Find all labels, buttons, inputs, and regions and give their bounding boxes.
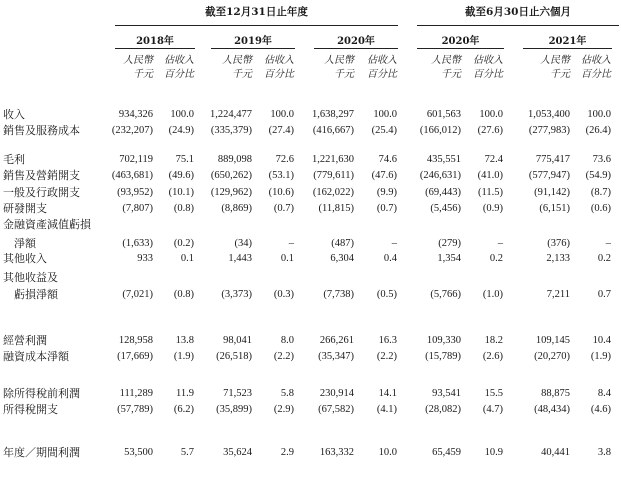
percent-cell: (2.9) bbox=[273, 404, 294, 415]
amount-cell: 128,958 bbox=[118, 335, 153, 346]
amount-cell: 889,098 bbox=[217, 154, 252, 165]
percent-cell: (2.6) bbox=[482, 351, 503, 362]
amount-cell: 7,211 bbox=[546, 289, 570, 300]
amount-cell: (5,766) bbox=[430, 289, 461, 300]
amount-cell: (335,379) bbox=[210, 125, 252, 136]
amount-cell: (246,631) bbox=[419, 170, 461, 181]
subheader-percent-of-revenue: 佔收入 百分比 bbox=[164, 55, 194, 80]
row-label: 其他收入 bbox=[3, 252, 47, 265]
amount-cell: (166,012) bbox=[419, 125, 461, 136]
amount-cell: (26,518) bbox=[216, 351, 252, 362]
row-label: 銷售及服務成本 bbox=[3, 124, 80, 137]
row-label: 銷售及營銷開支 bbox=[3, 169, 80, 182]
subheader-percent-of-revenue: 佔收入 百分比 bbox=[473, 55, 503, 80]
percent-cell: (26.4) bbox=[585, 125, 611, 136]
subheader-rmb-thousands: 人民幣 千元 bbox=[540, 55, 570, 80]
percent-cell: (4.7) bbox=[482, 404, 503, 415]
amount-cell: (17,669) bbox=[117, 351, 153, 362]
period-rule bbox=[417, 48, 504, 49]
percent-cell: 0.7 bbox=[597, 289, 611, 300]
amount-cell: (577,947) bbox=[528, 170, 570, 181]
subheader-rmb-thousands: 人民幣 千元 bbox=[324, 55, 354, 80]
amount-cell: 71,523 bbox=[223, 388, 252, 399]
amount-cell: 163,332 bbox=[319, 447, 354, 458]
amount-cell: 111,289 bbox=[119, 388, 153, 399]
percent-cell: 11.9 bbox=[176, 388, 194, 399]
amount-cell: (279) bbox=[438, 238, 461, 249]
amount-cell: 1,443 bbox=[228, 253, 252, 264]
amount-cell: (6,151) bbox=[539, 203, 570, 214]
period-rule bbox=[314, 48, 398, 49]
percent-cell: (6.2) bbox=[173, 404, 194, 415]
amount-cell: 266,261 bbox=[319, 335, 354, 346]
subheader-rmb-thousands: 人民幣 千元 bbox=[431, 55, 461, 80]
percent-cell: (10.1) bbox=[168, 187, 194, 198]
amount-cell: (20,270) bbox=[534, 351, 570, 362]
amount-cell: (8,869) bbox=[221, 203, 252, 214]
percent-cell: (1.9) bbox=[590, 351, 611, 362]
group-rule-six-months bbox=[417, 25, 619, 26]
percent-cell: (0.5) bbox=[376, 289, 397, 300]
amount-cell: (1,633) bbox=[122, 238, 153, 249]
amount-cell: 1,638,297 bbox=[312, 109, 354, 120]
amount-cell: 109,145 bbox=[535, 335, 570, 346]
percent-cell: 16.3 bbox=[378, 335, 397, 346]
amount-cell: (93,952) bbox=[117, 187, 153, 198]
percent-cell: 15.5 bbox=[484, 388, 503, 399]
percent-cell: 5.8 bbox=[280, 388, 294, 399]
amount-cell: (35,899) bbox=[216, 404, 252, 415]
amount-cell: 65,459 bbox=[432, 447, 461, 458]
row-label: 金融資產減值虧損 bbox=[3, 218, 91, 231]
percent-cell: 0.1 bbox=[180, 253, 194, 264]
percent-cell: 75.1 bbox=[175, 154, 194, 165]
amount-cell: (34) bbox=[234, 238, 252, 249]
period-rule bbox=[115, 48, 195, 49]
percent-cell: 10.0 bbox=[378, 447, 397, 458]
percent-cell: 10.9 bbox=[484, 447, 503, 458]
percent-cell: (0.8) bbox=[173, 289, 194, 300]
amount-cell: (487) bbox=[331, 238, 354, 249]
percent-cell: (9.9) bbox=[376, 187, 397, 198]
percent-cell: 0.2 bbox=[597, 253, 611, 264]
percent-cell: – bbox=[288, 238, 294, 249]
amount-cell: (232,207) bbox=[111, 125, 153, 136]
group-header-six-months: 截至6月30日止六個月 bbox=[465, 6, 571, 18]
period-rule bbox=[523, 48, 612, 49]
percent-cell: (54.9) bbox=[585, 170, 611, 181]
amount-cell: 934,326 bbox=[118, 109, 153, 120]
period-header: 2020年 bbox=[441, 36, 480, 47]
percent-cell: (4.1) bbox=[376, 404, 397, 415]
amount-cell: 6,304 bbox=[330, 253, 354, 264]
row-label: 其他收益及 bbox=[3, 271, 58, 284]
percent-cell: (0.8) bbox=[173, 203, 194, 214]
percent-cell: 14.1 bbox=[378, 388, 397, 399]
row-label: 虧損淨額 bbox=[3, 288, 58, 301]
group-rule-year-ended bbox=[115, 25, 398, 26]
amount-cell: (48,434) bbox=[534, 404, 570, 415]
amount-cell: (7,738) bbox=[323, 289, 354, 300]
percent-cell: (10.6) bbox=[268, 187, 294, 198]
percent-cell: 2.9 bbox=[280, 447, 294, 458]
amount-cell: (11,815) bbox=[318, 203, 354, 214]
percent-cell: 18.2 bbox=[484, 335, 503, 346]
amount-cell: (28,082) bbox=[425, 404, 461, 415]
amount-cell: (91,142) bbox=[534, 187, 570, 198]
amount-cell: 230,914 bbox=[319, 388, 354, 399]
amount-cell: 1,221,630 bbox=[312, 154, 354, 165]
amount-cell: 98,041 bbox=[223, 335, 252, 346]
percent-cell: 3.8 bbox=[597, 447, 611, 458]
amount-cell: 2,133 bbox=[546, 253, 570, 264]
percent-cell: (47.6) bbox=[371, 170, 397, 181]
group-header-year-ended: 截至12月31日止年度 bbox=[205, 6, 308, 18]
percent-cell: 0.2 bbox=[489, 253, 503, 264]
percent-cell: (2.2) bbox=[273, 351, 294, 362]
amount-cell: (463,681) bbox=[111, 170, 153, 181]
amount-cell: (7,807) bbox=[122, 203, 153, 214]
percent-cell: (0.7) bbox=[376, 203, 397, 214]
percent-cell: (11.5) bbox=[478, 187, 503, 198]
percent-cell: – bbox=[391, 238, 397, 249]
percent-cell: 72.4 bbox=[484, 154, 503, 165]
row-label: 融資成本淨額 bbox=[3, 350, 69, 363]
period-header: 2021年 bbox=[548, 36, 587, 47]
percent-cell: 0.1 bbox=[280, 253, 294, 264]
percent-cell: 74.6 bbox=[378, 154, 397, 165]
percent-cell: (0.6) bbox=[590, 203, 611, 214]
percent-cell: 72.6 bbox=[275, 154, 294, 165]
amount-cell: 53,500 bbox=[124, 447, 153, 458]
row-label: 淨額 bbox=[3, 237, 36, 250]
percent-cell: 100.0 bbox=[270, 109, 294, 120]
amount-cell: (7,021) bbox=[122, 289, 153, 300]
amount-cell: (376) bbox=[547, 238, 570, 249]
amount-cell: 435,551 bbox=[426, 154, 461, 165]
amount-cell: 1,354 bbox=[437, 253, 461, 264]
amount-cell: (57,789) bbox=[117, 404, 153, 415]
amount-cell: 40,441 bbox=[541, 447, 570, 458]
row-label: 一般及行政開支 bbox=[3, 186, 80, 199]
percent-cell: (0.2) bbox=[173, 238, 194, 249]
period-header: 2019年 bbox=[234, 36, 272, 47]
percent-cell: (49.6) bbox=[168, 170, 194, 181]
amount-cell: 35,624 bbox=[223, 447, 252, 458]
percent-cell: (0.7) bbox=[273, 203, 294, 214]
percent-cell: (27.6) bbox=[477, 125, 503, 136]
percent-cell: (41.0) bbox=[477, 170, 503, 181]
amount-cell: (67,582) bbox=[318, 404, 354, 415]
percent-cell: 0.4 bbox=[383, 253, 397, 264]
percent-cell: (4.6) bbox=[590, 404, 611, 415]
percent-cell: 100.0 bbox=[373, 109, 397, 120]
amount-cell: 88,875 bbox=[541, 388, 570, 399]
subheader-percent-of-revenue: 佔收入 百分比 bbox=[581, 55, 611, 80]
row-label: 經營利潤 bbox=[3, 334, 47, 347]
amount-cell: 1,224,477 bbox=[210, 109, 252, 120]
row-label: 收入 bbox=[3, 108, 25, 121]
amount-cell: (162,022) bbox=[312, 187, 354, 198]
percent-cell: (53.1) bbox=[268, 170, 294, 181]
percent-cell: (1.0) bbox=[482, 289, 503, 300]
percent-cell: 8.0 bbox=[280, 335, 294, 346]
subheader-percent-of-revenue: 佔收入 百分比 bbox=[264, 55, 294, 80]
amount-cell: (416,667) bbox=[312, 125, 354, 136]
row-label: 研發開支 bbox=[3, 202, 47, 215]
amount-cell: 702,119 bbox=[119, 154, 153, 165]
percent-cell: 73.6 bbox=[592, 154, 611, 165]
percent-cell: (2.2) bbox=[376, 351, 397, 362]
amount-cell: (779,611) bbox=[313, 170, 354, 181]
row-label: 除所得稅前利潤 bbox=[3, 387, 80, 400]
percent-cell: (25.4) bbox=[371, 125, 397, 136]
percent-cell: 100.0 bbox=[479, 109, 503, 120]
percent-cell: 8.4 bbox=[597, 388, 611, 399]
percent-cell: 10.4 bbox=[592, 335, 611, 346]
amount-cell: (35,347) bbox=[318, 351, 354, 362]
percent-cell: (24.9) bbox=[168, 125, 194, 136]
percent-cell: 100.0 bbox=[587, 109, 611, 120]
amount-cell: 933 bbox=[137, 253, 153, 264]
amount-cell: (15,789) bbox=[425, 351, 461, 362]
percent-cell: (1.9) bbox=[173, 351, 194, 362]
percent-cell: – bbox=[605, 238, 611, 249]
subheader-rmb-thousands: 人民幣 千元 bbox=[222, 55, 252, 80]
period-rule bbox=[211, 48, 295, 49]
row-label: 毛利 bbox=[3, 153, 25, 166]
amount-cell: 775,417 bbox=[535, 154, 570, 165]
amount-cell: (650,262) bbox=[210, 170, 252, 181]
subheader-rmb-thousands: 人民幣 千元 bbox=[123, 55, 153, 80]
subheader-percent-of-revenue: 佔收入 百分比 bbox=[367, 55, 397, 80]
period-header: 2018年 bbox=[136, 36, 174, 47]
amount-cell: 1,053,400 bbox=[528, 109, 570, 120]
row-label: 所得稅開支 bbox=[3, 403, 58, 416]
amount-cell: 93,541 bbox=[432, 388, 461, 399]
amount-cell: (69,443) bbox=[425, 187, 461, 198]
percent-cell: (0.9) bbox=[482, 203, 503, 214]
percent-cell: – bbox=[497, 238, 503, 249]
amount-cell: 601,563 bbox=[426, 109, 461, 120]
percent-cell: (27.4) bbox=[268, 125, 294, 136]
percent-cell: 13.8 bbox=[175, 335, 194, 346]
percent-cell: 5.7 bbox=[180, 447, 194, 458]
amount-cell: (3,373) bbox=[221, 289, 252, 300]
period-header: 2020年 bbox=[337, 36, 375, 47]
percent-cell: (0.3) bbox=[273, 289, 294, 300]
amount-cell: (5,456) bbox=[430, 203, 461, 214]
row-label: 年度／期間利潤 bbox=[3, 446, 80, 459]
amount-cell: (129,962) bbox=[210, 187, 252, 198]
amount-cell: (277,983) bbox=[528, 125, 570, 136]
percent-cell: (8.7) bbox=[590, 187, 611, 198]
percent-cell: 100.0 bbox=[170, 109, 194, 120]
amount-cell: 109,330 bbox=[426, 335, 461, 346]
